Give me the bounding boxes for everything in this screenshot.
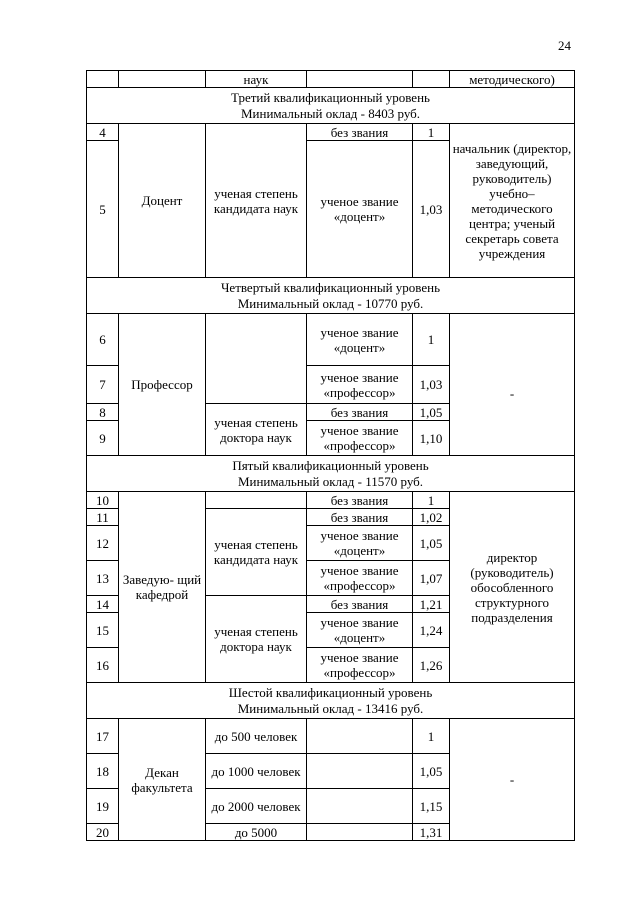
num-cell: 7 [87,366,119,404]
degree-cell [206,314,307,404]
coef-cell: 1,03 [413,141,450,278]
position-cell: Заведую- щий кафедрой [119,492,206,683]
students-cell: до 500 человек [206,719,307,754]
degree-cell: наук [206,71,307,88]
title-cell: без звания [307,596,413,613]
num-cell: 18 [87,754,119,789]
title-cell [307,71,413,88]
num-cell: 15 [87,613,119,648]
degree-cell: ученая степень кандидата наук [206,509,307,596]
coef-cell: 1 [413,492,450,509]
num-cell: 9 [87,421,119,456]
salary-table [86,70,575,841]
title-cell: ученое звание «доцент» [307,314,413,366]
title-cell [307,754,413,789]
num-cell: 5 [87,141,119,278]
students-cell: до 2000 человек [206,789,307,824]
coef-cell: 1,05 [413,526,450,561]
title-cell: без звания [307,509,413,526]
num-cell: 16 [87,648,119,683]
note-cell [450,719,575,841]
title-cell: ученое звание «доцент» [307,141,413,278]
title-cell [307,719,413,754]
students-cell: до 1000 человек [206,754,307,789]
degree-cell: ученая степень доктора наук [206,596,307,683]
students-cell: до 5000 [206,824,307,841]
coef-cell [413,71,450,88]
degree-cell: ученая степень кандидата наук [206,124,307,278]
num-cell [87,71,119,88]
level-row [87,88,575,124]
dash-text: - [509,386,515,401]
level-title: Третий квалификационный уровень [231,89,430,105]
degree-cell [206,492,307,509]
title-cell: без звания [307,124,413,141]
num-cell: 4 [87,124,119,141]
title-cell: ученое звание «профессор» [307,561,413,596]
position-cell: Профессор [119,314,206,456]
level-title: Шестой квалификационный уровень [228,684,433,700]
coef-cell: 1,07 [413,561,450,596]
coef-cell: 1,10 [413,421,450,456]
title-cell: ученое звание «доцент» [307,526,413,561]
num-cell: 12 [87,526,119,561]
coef-cell: 1,15 [413,789,450,824]
level-header [87,278,575,314]
position-cell [119,71,206,88]
coef-cell: 1,02 [413,509,450,526]
title-cell: ученое звание «профессор» [307,366,413,404]
position-cell: Доцент [119,124,206,278]
coef-cell: 1,26 [413,648,450,683]
note-cell: директор (руководитель) обособленного структурного подразделения [450,492,575,683]
coef-cell: 1 [413,719,450,754]
level-header [87,683,575,719]
num-cell: 10 [87,492,119,509]
page-number: 24 [558,38,571,53]
table-row [87,719,575,754]
level-row [87,278,575,314]
title-cell: без звания [307,492,413,509]
note-cell: начальник (директор, заведующий, руководитель) учебно– методического центра; ученый секретарь совета учреждения [450,124,575,278]
level-salary: Минимальный оклад - 8403 руб. [240,105,421,121]
num-cell: 19 [87,789,119,824]
num-cell: 20 [87,824,119,841]
num-cell: 13 [87,561,119,596]
level-row [87,456,575,492]
table-row [87,314,575,366]
level-header [87,456,575,492]
note-cell [450,314,575,456]
num-cell: 11 [87,509,119,526]
title-cell [307,789,413,824]
level-title: Пятый квалификационный уровень [232,457,429,473]
degree-cell: ученая степень доктора наук [206,404,307,456]
num-cell: 6 [87,314,119,366]
coef-cell: 1,03 [413,366,450,404]
table-row [87,71,575,88]
note-cell: методического) [450,71,575,88]
title-cell: без звания [307,404,413,421]
table-row [87,124,575,141]
coef-cell: 1 [413,314,450,366]
level-salary: Минимальный оклад - 10770 руб. [237,295,424,311]
coef-cell: 1,21 [413,596,450,613]
level-row [87,683,575,719]
position-cell: Декан факультета [119,719,206,841]
num-cell: 8 [87,404,119,421]
title-cell: ученое звание «профессор» [307,421,413,456]
coef-cell: 1,24 [413,613,450,648]
coef-cell: 1 [413,124,450,141]
coef-cell: 1,05 [413,754,450,789]
title-cell: ученое звание «доцент» [307,613,413,648]
dash-text: - [509,772,515,787]
level-salary: Минимальный оклад - 13416 руб. [237,700,424,716]
num-cell: 17 [87,719,119,754]
title-cell [307,824,413,841]
level-title: Четвертый квалификационный уровень [220,279,441,295]
title-cell: ученое звание «профессор» [307,648,413,683]
num-cell: 14 [87,596,119,613]
table-row [87,492,575,509]
level-salary: Минимальный оклад - 11570 руб. [237,473,424,489]
coef-cell: 1,31 [413,824,450,841]
coef-cell: 1,05 [413,404,450,421]
level-header [87,88,575,124]
